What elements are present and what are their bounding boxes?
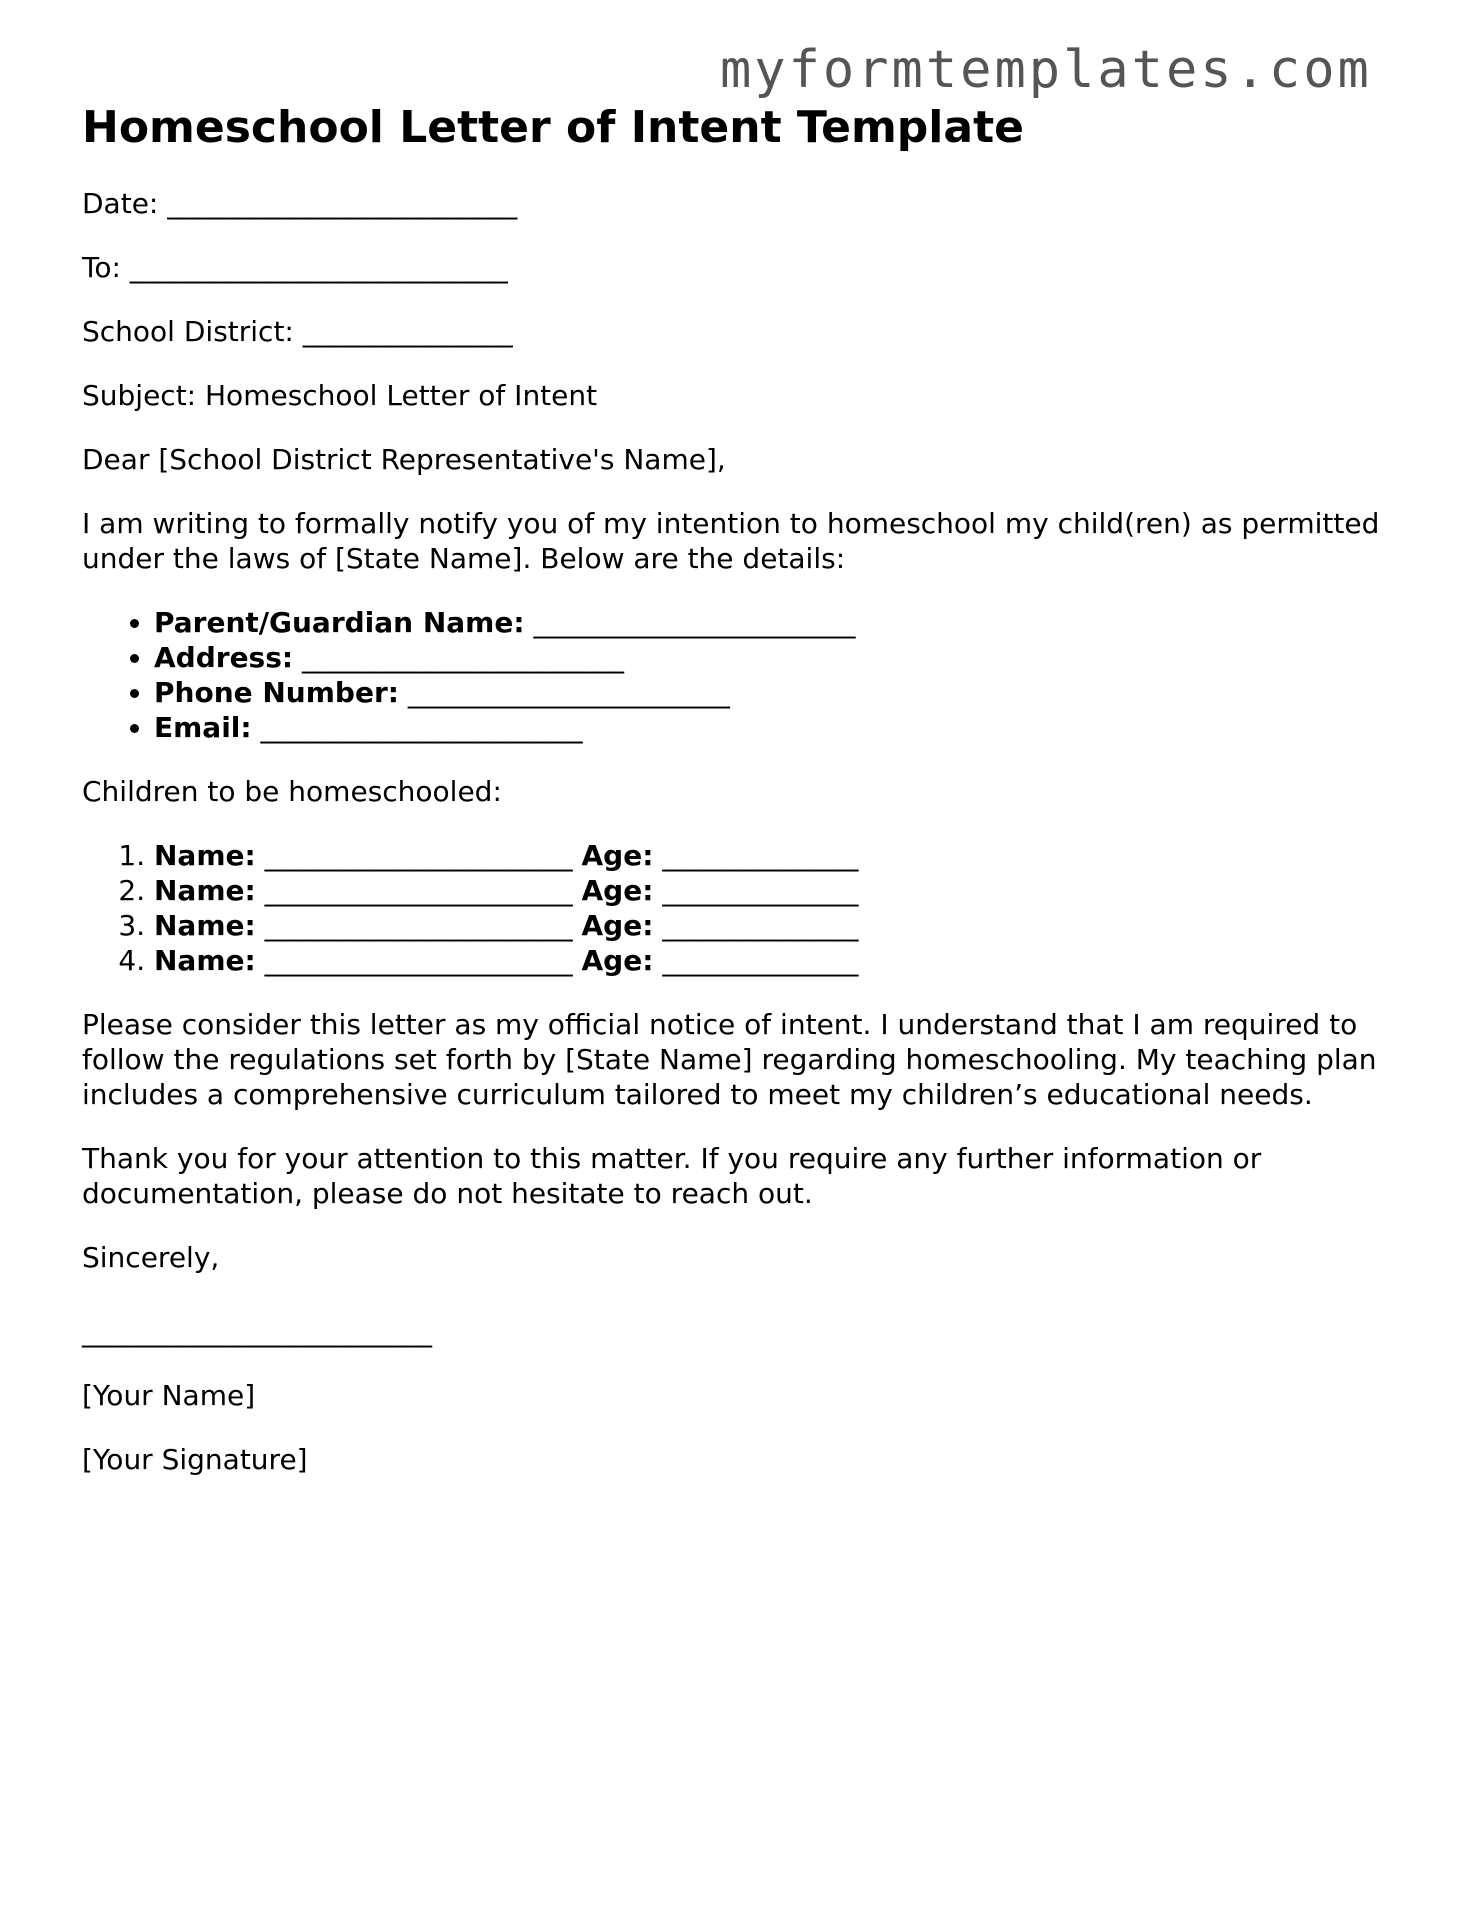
contact-item-address [154,640,1402,675]
salutation: Dear [School District Representative's Name], [82,443,726,476]
letter-body [82,100,1402,1506]
child-item [154,873,1402,908]
children-list [82,838,1402,978]
contact-item-parent-name [154,605,1402,640]
child-age-label: Age: [581,909,654,942]
contact-label: Address: [154,641,294,674]
contact-blank: _______________________ [260,711,583,744]
child-name-blank: ______________________ [264,909,573,942]
contact-blank: _______________________ [407,676,730,709]
date-field: Date: _________________________ [82,187,518,220]
child-name-label: Name: [154,839,256,872]
child-age-label: Age: [581,839,654,872]
child-name-label: Name: [154,909,256,942]
child-age-blank: ______________ [662,944,859,977]
child-item [154,838,1402,873]
notice-paragraph: Please consider this letter as my official notice of intent. I understand that I am required to follow the regulations set forth by [State Name] regarding homeschooling. My teaching plan includes a comprehensive curriculum tailored to meet my children’s educational needs. [82,1008,1377,1111]
signature-line: _________________________ [82,1315,432,1348]
your-name: [Your Name] [82,1379,256,1412]
child-name-blank: ______________________ [264,839,573,872]
thanks-paragraph: Thank you for your attention to this matter. If you require any further information or documentation, please do not hesitate to reach out. [82,1142,1262,1210]
child-item [154,908,1402,943]
child-name-label: Name: [154,874,256,907]
contact-item-phone [154,675,1402,710]
child-age-blank: ______________ [662,909,859,942]
children-heading: Children to be homeschooled: [82,775,502,808]
contact-item-email [154,710,1402,745]
contact-label: Phone Number: [154,676,399,709]
child-age-label: Age: [581,874,654,907]
intro-paragraph: I am writing to formally notify you of my intention to homeschool my child(ren) as permitted under the laws of [State Name]. Below are the details: [82,507,1380,575]
page-title: Homeschool Letter of Intent Template [82,102,1024,153]
your-signature: [Your Signature] [82,1443,308,1476]
subject-line: Subject: Homeschool Letter of Intent [82,379,598,412]
school-district-field: School District: _______________ [82,315,513,348]
contact-label: Parent/Guardian Name: [154,606,525,639]
child-age-label: Age: [581,944,654,977]
child-age-blank: ______________ [662,874,859,907]
child-name-blank: ______________________ [264,944,573,977]
contact-blank: _______________________ [533,606,856,639]
closing: Sincerely, [82,1241,220,1274]
site-watermark: myformtemplates.com [720,40,1372,100]
child-name-blank: ______________________ [264,874,573,907]
child-item [154,943,1402,978]
contact-label: Email: [154,711,252,744]
to-field: To: ___________________________ [82,251,508,284]
contact-blank: _______________________ [302,641,624,674]
child-name-label: Name: [154,944,256,977]
contact-details-list [82,605,1402,745]
child-age-blank: ______________ [662,839,859,872]
